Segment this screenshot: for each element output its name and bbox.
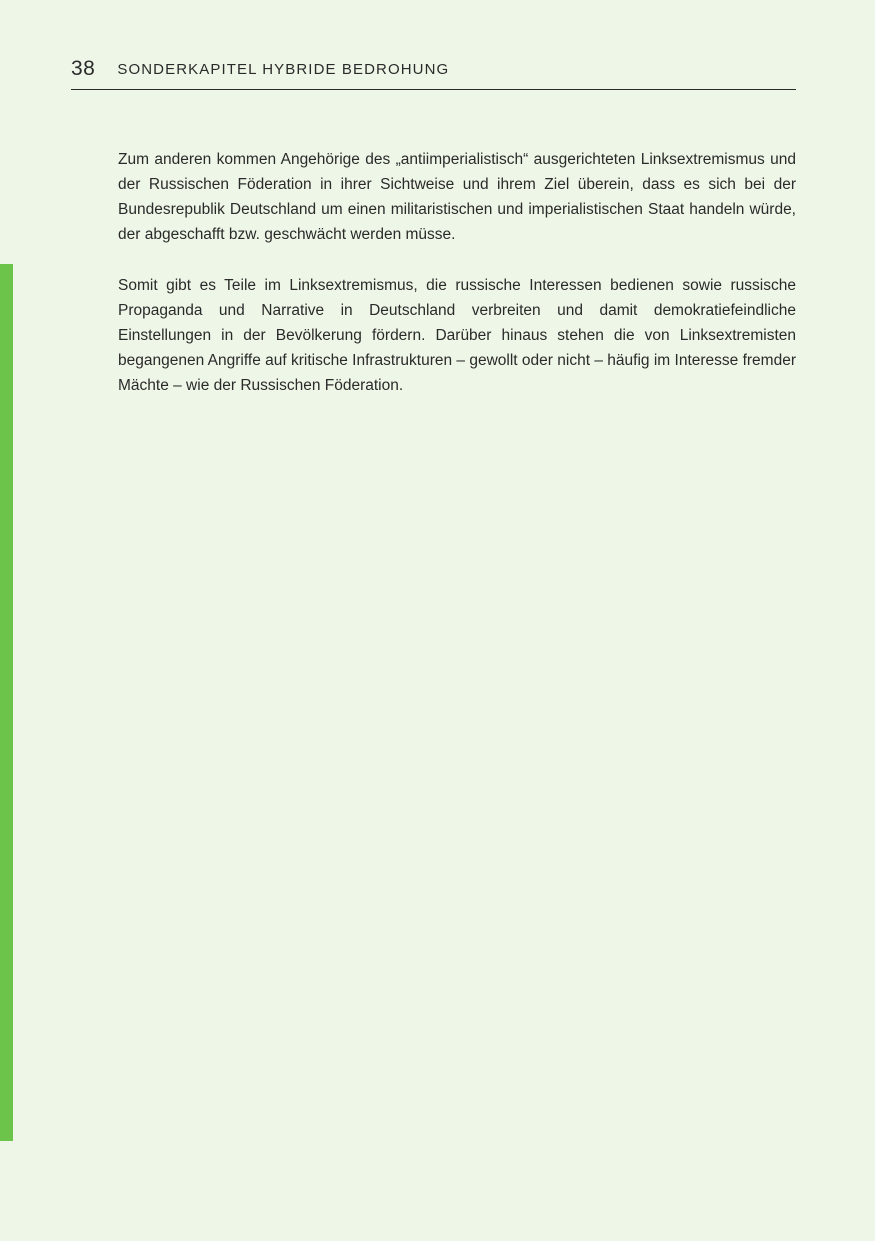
accent-side-bar — [0, 264, 13, 1141]
page-number: 38 — [71, 57, 96, 80]
paragraph: Zum anderen kommen Angehörige des „antiimperialistisch“ ausgerichteten Linksextremismus und der Russischen Föderation in ihrer Sichtweise und ihrem Ziel überein, dass es sich bei der Bundesrepublik Deutschland um einen militaristischen und imperialistischen Staat handeln würde, der abgeschafft bzw. geschwächt werden müsse. — [118, 151, 796, 243]
paragraph: Somit gibt es Teile im Linksextremismus, die russische Interessen bedienen sowie russische Propaganda und Narrative in Deutschland verbreiten und damit demokratiefeindliche Einstellungen in der Bevölkerung fördern. Darüber hinaus stehen die von Linksextremisten begangenen Angriffe auf kritische Infrastrukturen – gewollt oder nicht – häufig im Interesse fremder Mächte – wie der Russischen Föderation. — [118, 277, 796, 394]
body-text — [118, 147, 796, 424]
page-header — [71, 56, 796, 90]
running-title: SONDERKAPITEL HYBRIDE BEDROHUNG — [117, 61, 450, 78]
